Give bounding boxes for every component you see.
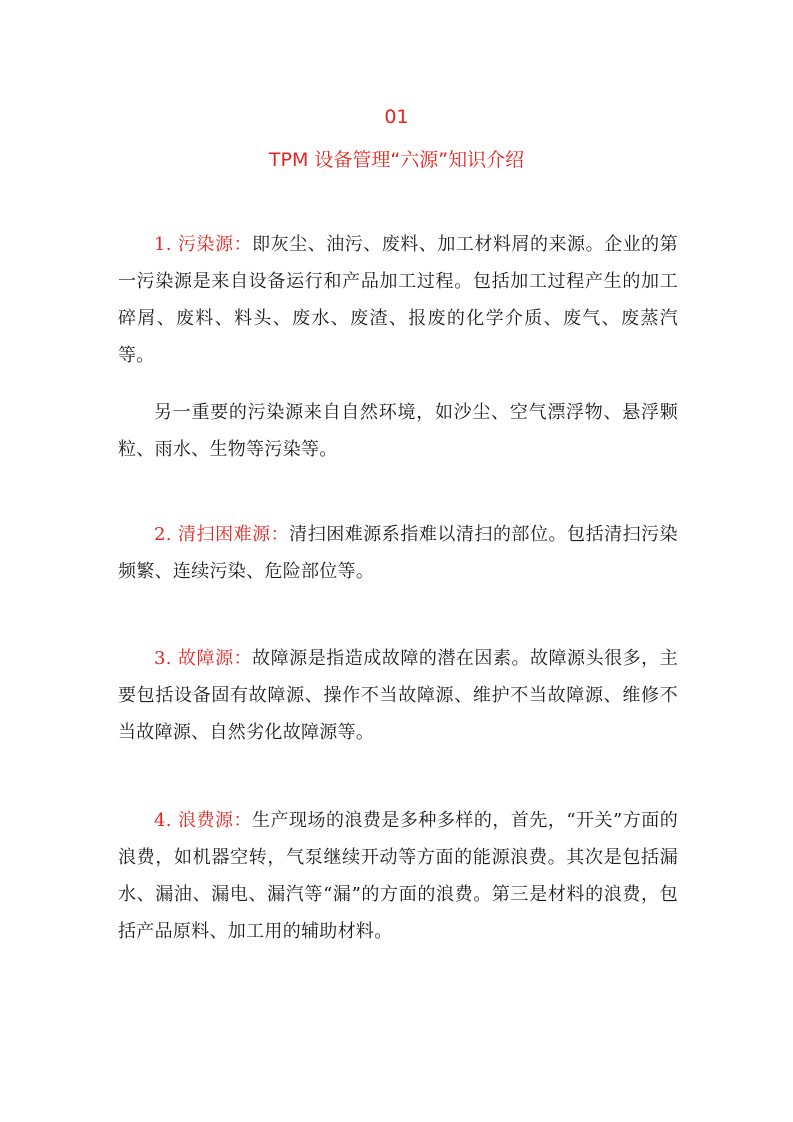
paragraph [118,226,678,374]
section-text: 清扫困难源系指难以清扫的部位。包括清扫污染频繁、连续污染、危险部位等。 [118,524,678,582]
section-number: 01 [384,106,409,128]
paragraph [118,802,678,950]
paragraph [118,640,678,751]
page-title: TPM 设备管理“六源”知识介绍 [268,149,525,171]
section-label: 3. 故障源： [154,648,253,669]
section-label: 1. 污染源： [154,234,253,255]
section-waste-source [118,802,678,950]
section-text: 生产现场的浪费是多种多样的，首先，“开关”方面的浪费，如机器空转，气泵继续开动等方面的能源浪费。其次是包括漏水、漏油、漏电、漏汽等“漏”的方面的浪费。第三是材料的浪费，包括产品原料、加工用的辅助材料。 [118,810,678,942]
section-text: 故障源是指造成故障的潜在因素。故障源头很多，主要包括设备固有故障源、操作不当故障源、维护不当故障源、维修不当故障源、自然劣化故障源等。 [118,648,678,743]
section-cleaning-difficulty-source [118,516,678,590]
paragraph: 另一重要的污染源来自自然环境，如沙尘、空气漂浮物、悬浮颗粒、雨水、生物等污染等。 [118,402,678,460]
paragraph [118,516,678,590]
section-label: 2. 清扫困难源： [154,524,290,545]
section-text: 即灰尘、油污、废料、加工材料屑的来源。企业的第一污染源是来自设备运行和产品加工过程。包括加工过程产生的加工碎屑、废料、料头、废水、废渣、报废的化学介质、废气、废蒸汽等。 [118,234,678,366]
section-pollution-source-extra [118,394,678,468]
section-fault-source [118,640,678,751]
section-label: 4. 浪费源： [154,810,252,831]
section-pollution-source [118,226,678,374]
